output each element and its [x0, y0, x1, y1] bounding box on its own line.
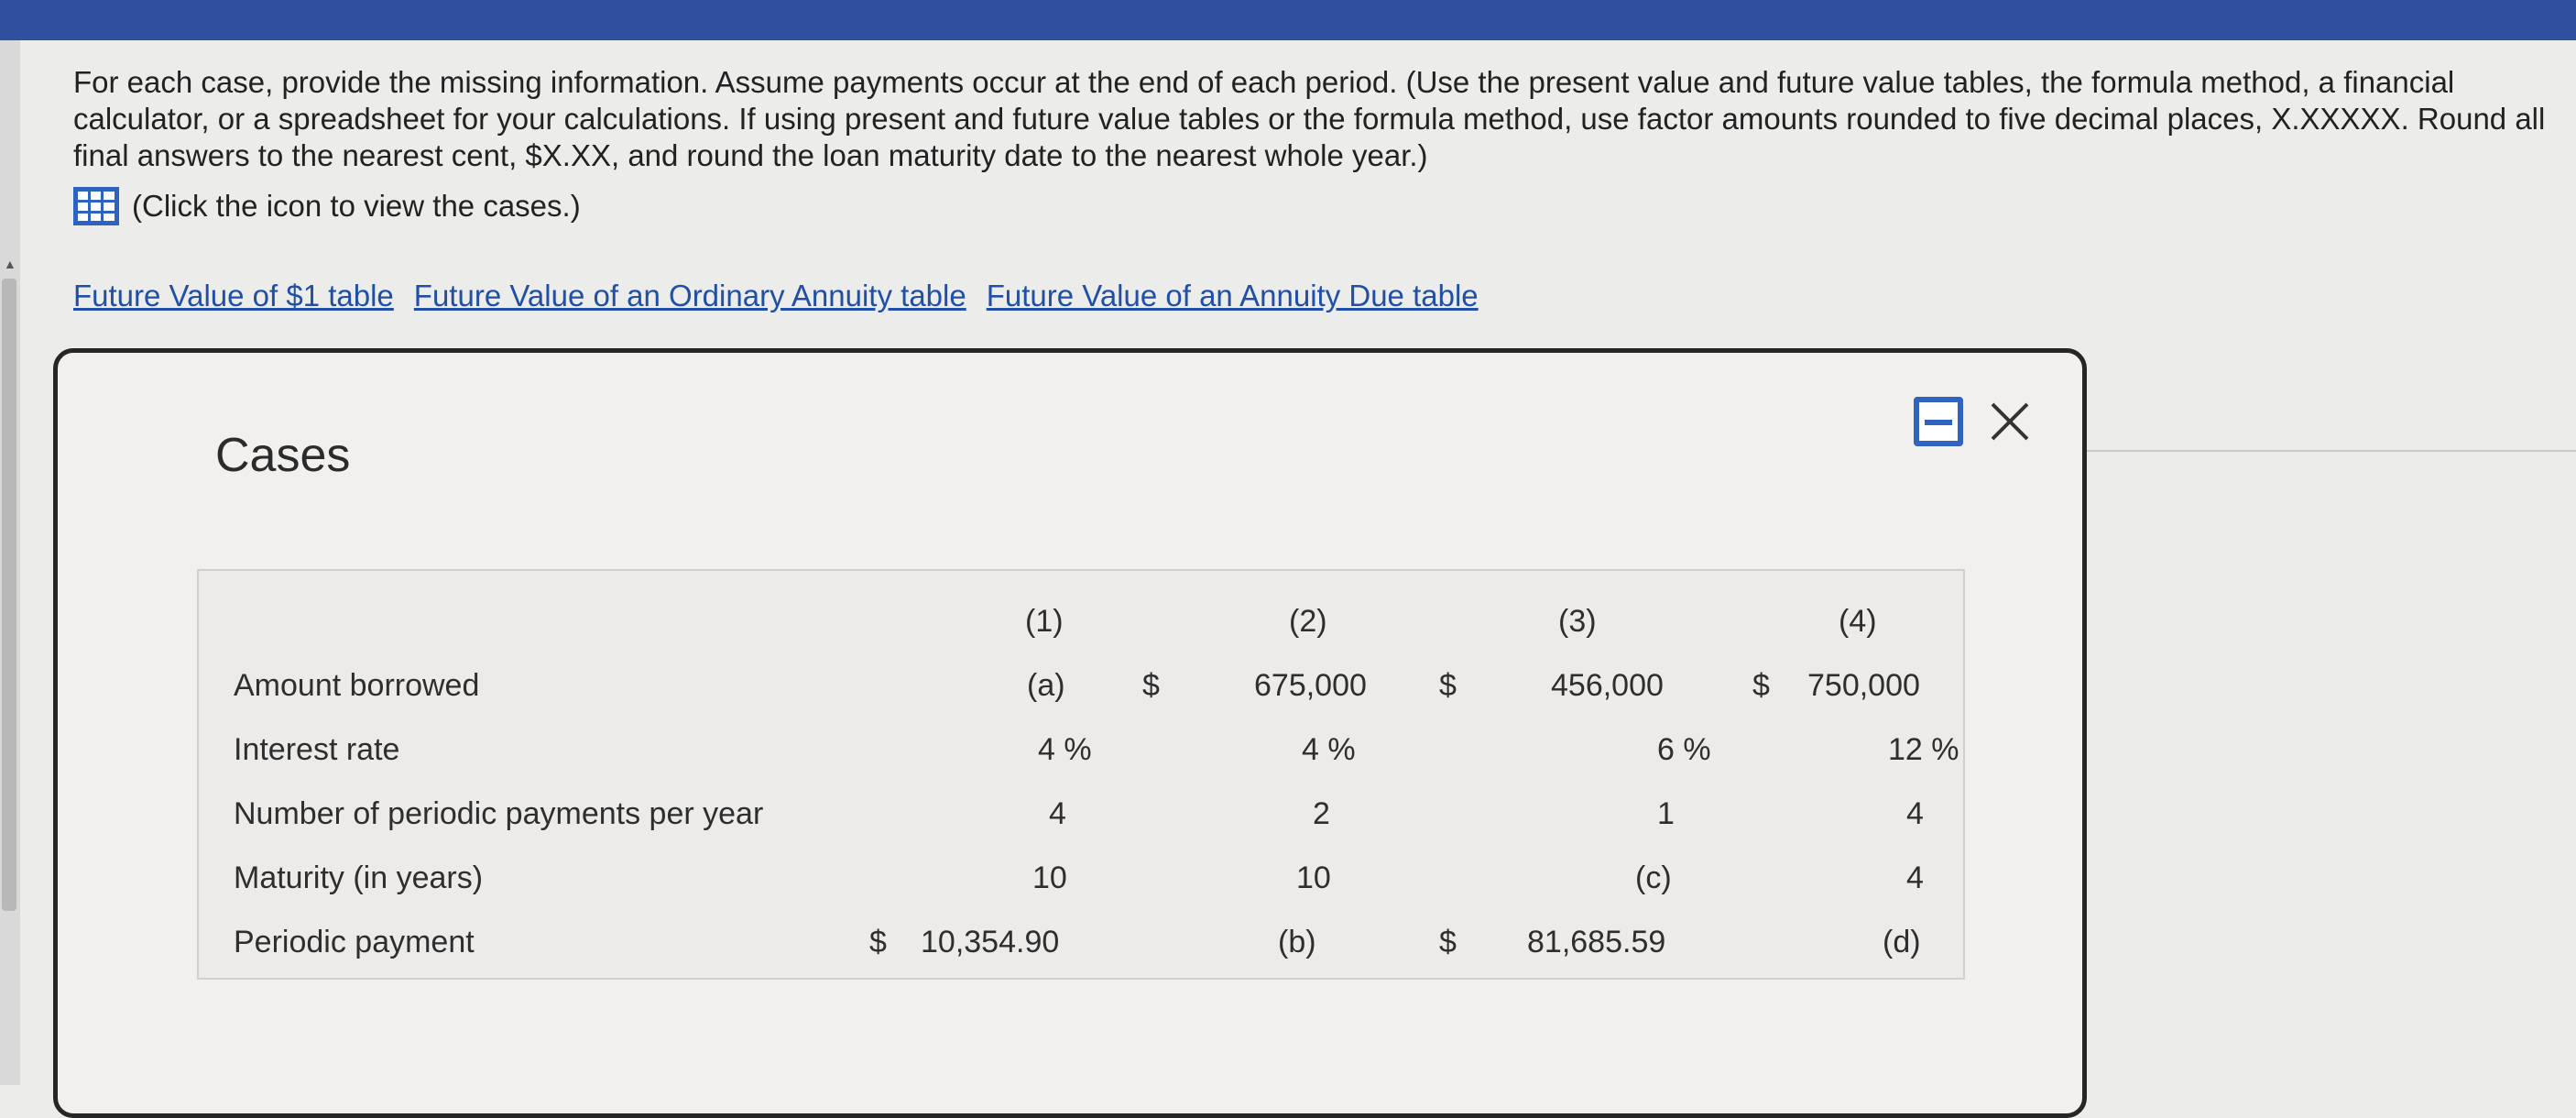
close-button[interactable] — [1980, 391, 2040, 452]
close-icon — [1980, 391, 2040, 452]
question-content — [73, 64, 2565, 225]
table-cell: 10 — [1296, 860, 1331, 895]
divider-line — [2087, 450, 2576, 452]
link-future-value-annuity-due[interactable]: Future Value of an Annuity Due table — [986, 279, 1479, 312]
link-future-value-1[interactable]: Future Value of $1 table — [73, 279, 394, 312]
header-case-4: (4) — [1839, 604, 1877, 639]
header-case-1: (1) — [1025, 604, 1064, 639]
table-cell: 12 % — [1888, 732, 1959, 767]
top-bar — [0, 0, 2576, 40]
row-label: Periodic payment — [234, 925, 475, 959]
table-cell: (d) — [1883, 925, 1921, 959]
instructions-text: For each case, provide the missing information. Assume payments occur at the end of each period. (Use the present value and future value tables, the formula method, a financial calculator, or a spreadsheet for your calculations. If using present and future value tables or the formula method, use factor amounts rounded to five decimal places, X.XXXXX. Round all final answers to the nearest cent, $X.XX, and round the loan maturity date to the nearest whole year.) — [73, 65, 2546, 172]
scroll-caret-icon[interactable]: ▲ — [4, 257, 16, 271]
table-cell: 6 % — [1657, 732, 1711, 767]
row-label: Maturity (in years) — [234, 860, 484, 895]
view-cases-row — [73, 187, 2565, 225]
scroll-thumb[interactable] — [2, 279, 16, 911]
table-cell: 675,000 — [1254, 668, 1367, 703]
table-cell: 2 — [1313, 796, 1330, 831]
currency-symbol: $ — [1752, 668, 1770, 703]
table-cell: (a) — [1027, 668, 1065, 703]
table-cell: 4 % — [1302, 732, 1356, 767]
minimize-button[interactable] — [1914, 397, 1963, 446]
table-cell: 4 — [1906, 796, 1924, 831]
table-links — [73, 279, 1479, 313]
table-cell: 4 % — [1038, 732, 1092, 767]
row-label: Number of periodic payments per year — [234, 796, 764, 831]
row-label: Amount borrowed — [234, 668, 480, 703]
table-cell: 4 — [1906, 860, 1924, 895]
header-case-3: (3) — [1558, 604, 1597, 639]
table-cell: 456,000 — [1551, 668, 1664, 703]
link-future-value-ordinary-annuity[interactable]: Future Value of an Ordinary Annuity table — [413, 279, 966, 312]
table-grid-icon[interactable] — [73, 187, 119, 225]
modal-title: Cases — [215, 429, 351, 482]
table-cell: 10,354.90 — [921, 925, 1060, 959]
table-cell: 1 — [1657, 796, 1675, 831]
row-label: Interest rate — [234, 732, 400, 767]
table-cell: 81,685.59 — [1527, 925, 1666, 959]
currency-symbol: $ — [1439, 668, 1457, 703]
cases-modal — [53, 348, 2087, 1118]
table-cell: (b) — [1278, 925, 1316, 959]
table-cell: (c) — [1635, 860, 1672, 895]
cases-table — [197, 569, 1965, 980]
currency-symbol: $ — [869, 925, 887, 959]
currency-symbol: $ — [1439, 925, 1457, 959]
table-cell: 10 — [1032, 860, 1067, 895]
header-case-2: (2) — [1289, 604, 1327, 639]
view-cases-text: (Click the icon to view the cases.) — [132, 189, 581, 223]
table-cell: 4 — [1049, 796, 1066, 831]
currency-symbol: $ — [1142, 668, 1160, 703]
left-scroll-strip[interactable] — [0, 40, 20, 1085]
table-cell: 750,000 — [1807, 668, 1920, 703]
